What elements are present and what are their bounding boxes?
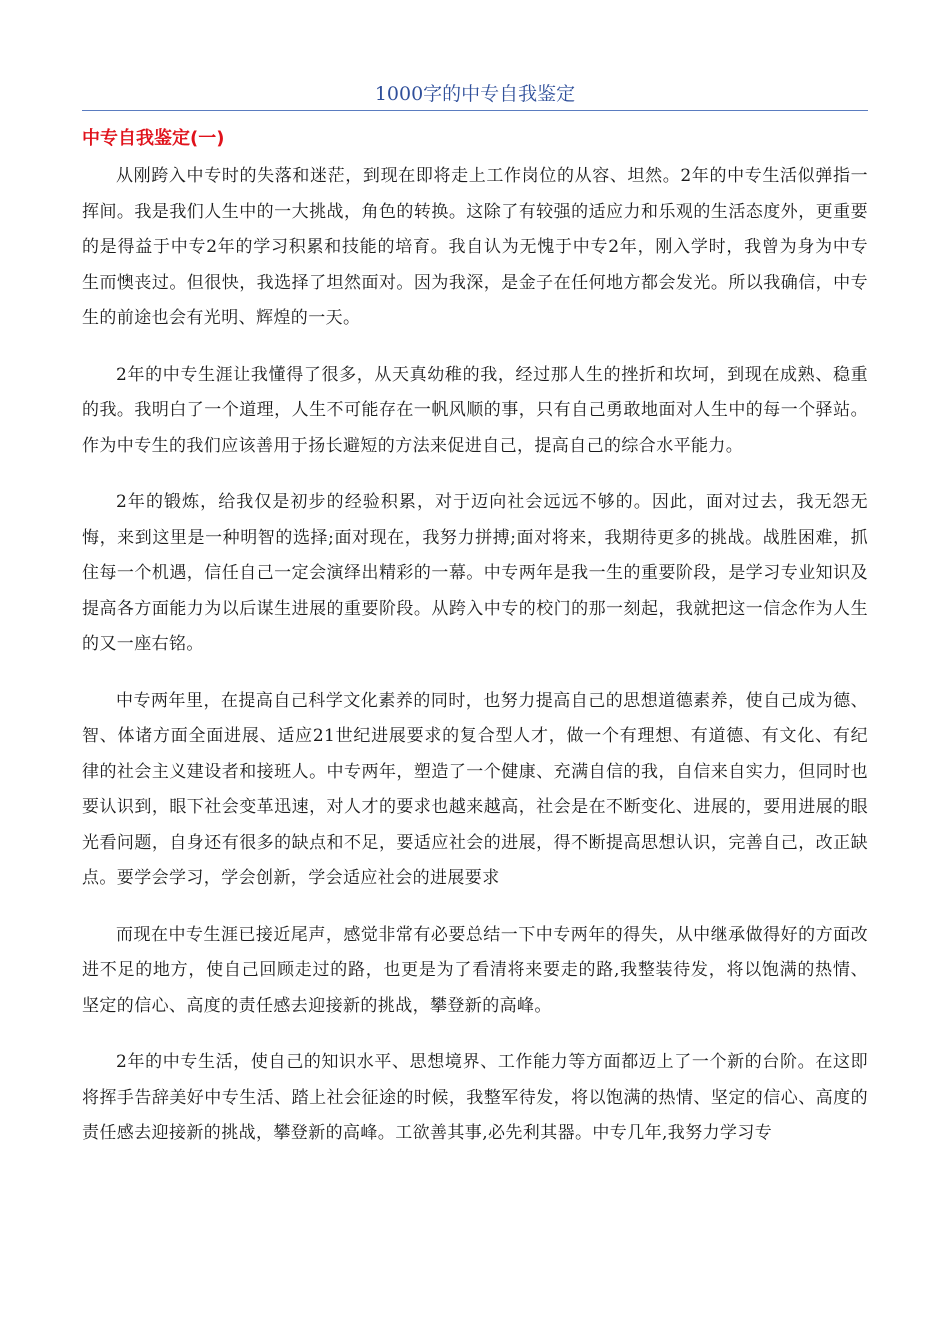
paragraph: 而现在中专生涯已接近尾声，感觉非常有必要总结一下中专两年的得失，从中继承做得好的方面改进不足的地方，使自己回顾走过的路，也更是为了看清将来要走的路,我整装待发，将以饱满的热情、坚定的信心、高度的责任感去迎接新的挑战，攀登新的高峰。: [82, 924, 868, 1016]
section-title: 中专自我鉴定(一): [82, 128, 225, 149]
document-body: [82, 159, 868, 1173]
paragraph: 从刚跨入中专时的失落和迷茫，到现在即将走上工作岗位的从容、坦然。2年的中专生活似弹指一挥间。我是我们人生中的一大挑战，角色的转换。这除了有较强的适应力和乐观的生活态度外，更重要的是得益于中专2年的学习积累和技能的培育。我自认为无愧于中专2年，刚入学时，我曾为身为中专生而懊丧过。但很快，我选择了坦然面对。因为我深，是金子在任何地方都会发光。所以我确信，中专生的前途也会有光明、辉煌的一天。: [82, 166, 868, 328]
header-divider: [82, 110, 868, 111]
paragraph: 2年的中专生涯让我懂得了很多，从天真幼稚的我，经过那人生的挫折和坎坷，到现在成熟、稳重的我。我明白了一个道理，人生不可能存在一帆风顺的事，只有自己勇敢地面对人生中的每一个驿站。作为中专生的我们应该善用于扬长避短的方法来促进自己，提高自己的综合水平能力。: [82, 364, 868, 456]
paragraph: 2年的锻炼，给我仅是初步的经验积累，对于迈向社会远远不够的。因此，面对过去，我无怨无悔，来到这里是一种明智的选择;面对现在，我努力拼搏;面对将来，我期待更多的挑战。战胜困难，抓住每一个机遇，信任自己一定会演绎出精彩的一幕。中专两年是我一生的重要阶段，是学习专业知识及提高各方面能力为以后谋生进展的重要阶段。从跨入中专的校门的那一刻起，我就把这一信念作为人生的又一座右铭。: [82, 492, 868, 654]
paragraph: 中专两年里，在提高自己科学文化素养的同时，也努力提高自己的思想道德素养，使自己成为德、智、体诸方面全面进展、适应21世纪进展要求的复合型人才，做一个有理想、有道德、有文化、有纪律的社会主义建设者和接班人。中专两年，塑造了一个健康、充满自信的我，自信来自实力，但同时也要认识到，眼下社会变革迅速，对人才的要求也越来越高，社会是在不断变化、进展的，要用进展的眼光看问题，自身还有很多的缺点和不足，要适应社会的进展，得不断提高思想认识，完善自己，改正缺点。要学会学习，学会创新，学会适应社会的进展要求: [82, 690, 868, 888]
page-header-title: 1000字的中专自我鉴定: [374, 83, 576, 105]
paragraph: 2年的中专生活，使自己的知识水平、思想境界、工作能力等方面都迈上了一个新的台阶。在这即将挥手告辞美好中专生活、踏上社会征途的时候，我整军待发，将以饱满的热情、坚定的信心、高度的责任感去迎接新的挑战，攀登新的高峰。工欲善其事,必先利其器。中专几年,我努力学习专: [82, 1052, 868, 1143]
